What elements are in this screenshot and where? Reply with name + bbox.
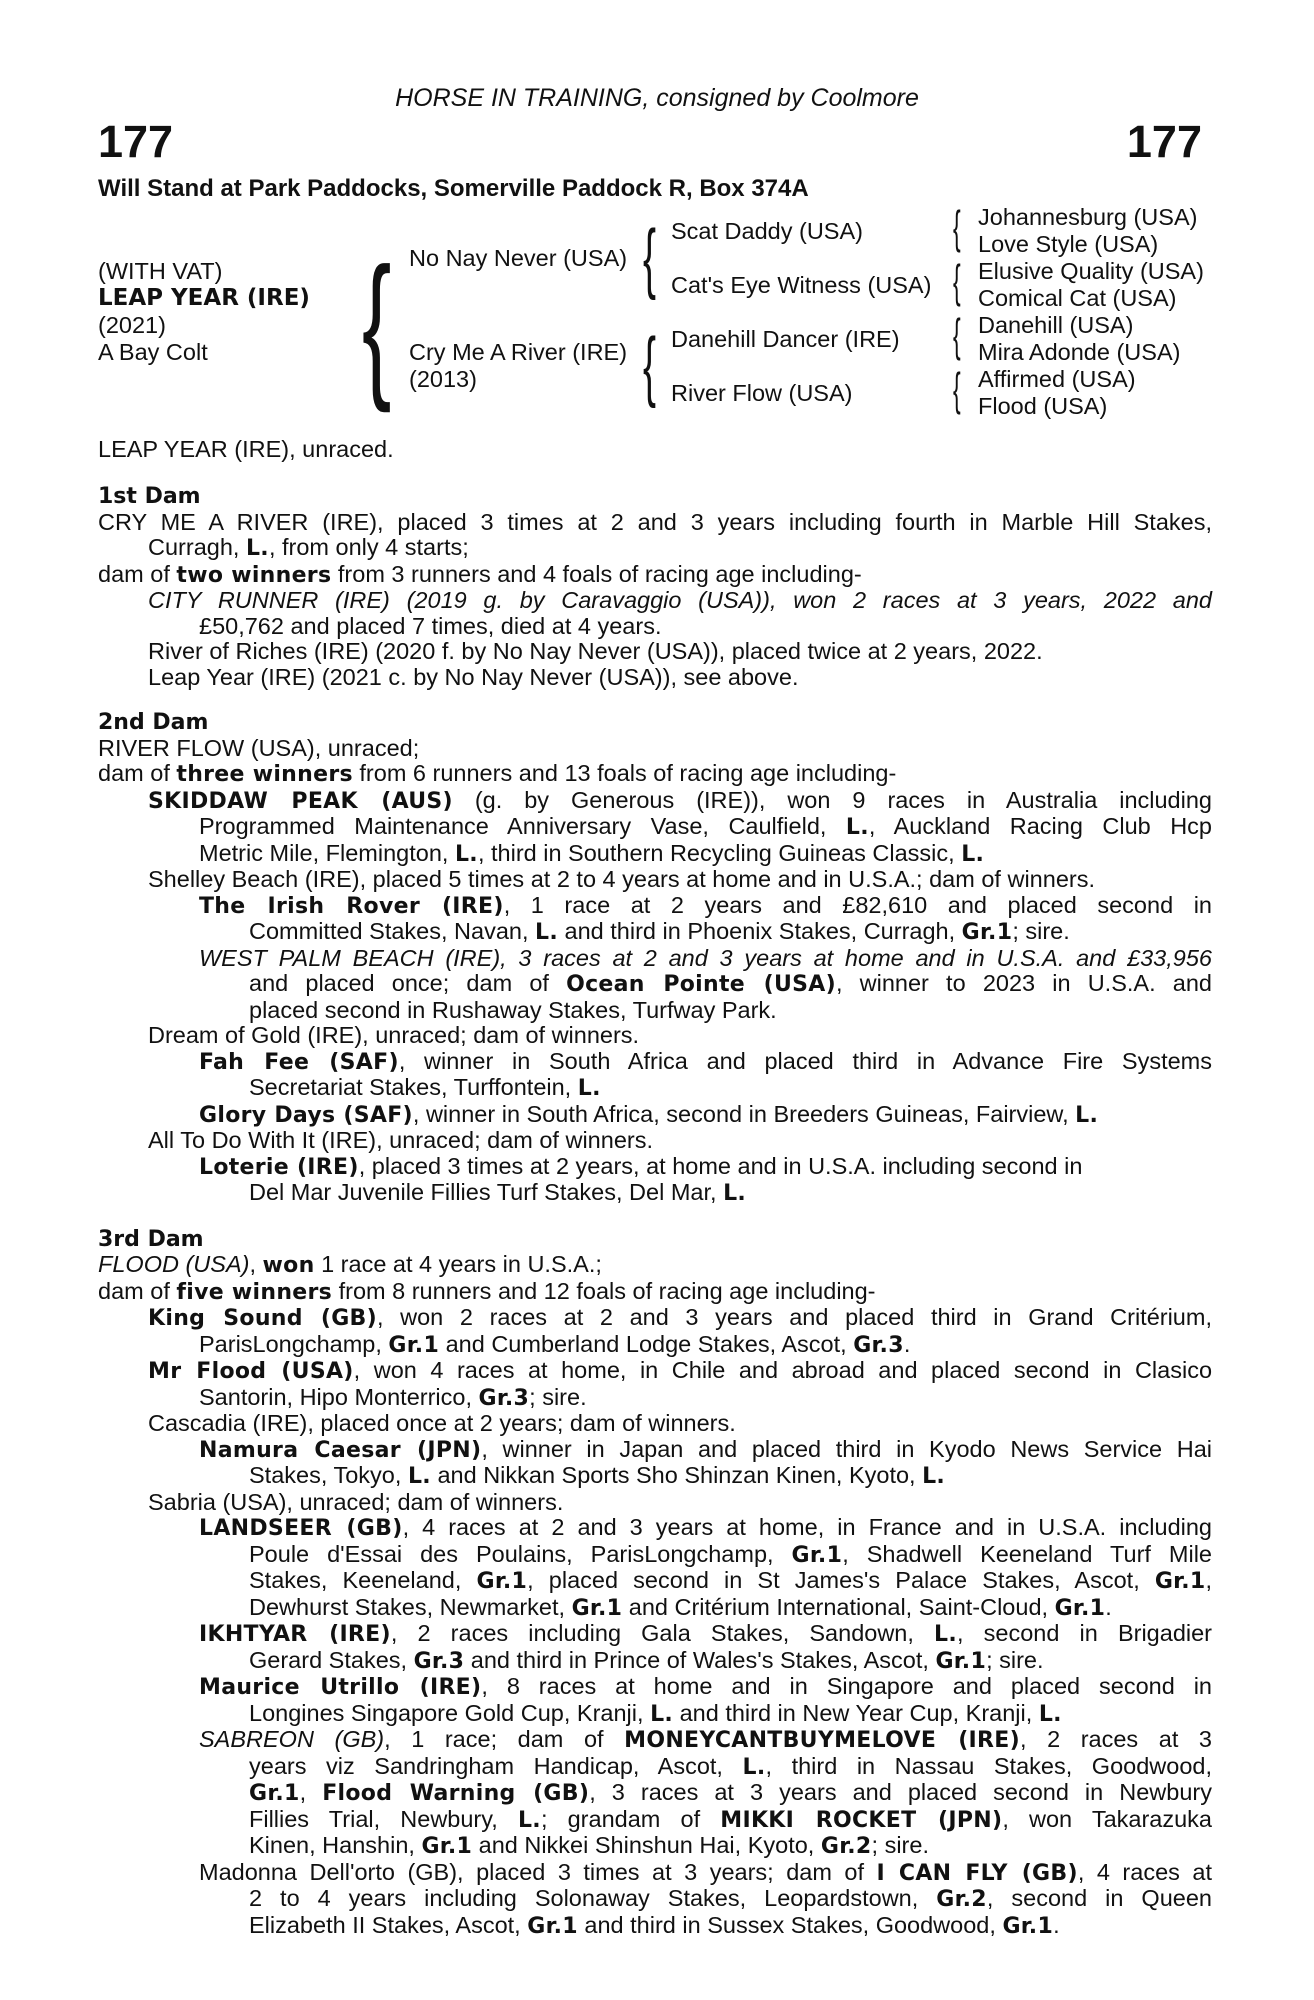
text-line: CRY ME A RIVER (IRE), placed 3 times at 2 and 3 years including fourth in Marble Hill Stakes, [98, 508, 1212, 535]
gen3-horse-2: Love Style (USA) [978, 231, 1159, 257]
horse-description: A Bay Colt [98, 339, 208, 365]
gen3-horse-4: Comical Cat (USA) [978, 285, 1177, 311]
text-line: Elizabeth II Stakes, Ascot, Gr.1 and third in Sussex Stakes, Goodwood, Gr.1. [249, 1911, 1060, 1939]
lot-number-left: 177 [98, 116, 174, 167]
text-line: Programmed Maintenance Anniversary Vase, Caulfield, L., Auckland Racing Club Hcp [199, 813, 1212, 840]
text-line: CITY RUNNER (IRE) (2019 g. by Caravaggio (USA)), won 2 races at 3 years, 2022 and [148, 587, 1212, 613]
text-line: SABREON (GB), 1 race; dam of MONEYCANTBUYMELOVE (IRE), 2 races at 3 [199, 1726, 1212, 1753]
gen3-horse-8: Flood (USA) [978, 393, 1108, 419]
text-line: and placed once; dam of Ocean Pointe (USA), winner to 2023 in U.S.A. and [249, 970, 1212, 997]
text-line: Santorin, Hipo Monterrico, Gr.3; sire. [199, 1383, 587, 1411]
lot-number-right: 177 [1126, 116, 1202, 167]
gen3-brace-2: { [953, 255, 961, 307]
gen3-brace-1: { [953, 201, 961, 253]
gen3-brace-3: { [953, 309, 961, 361]
text-line: dam of three winners from 6 runners and 13 foals of racing age including- [98, 760, 897, 787]
text-line: SKIDDAW PEAK (AUS) (g. by Generous (IRE)), won 9 races in Australia including [148, 786, 1212, 814]
gen3-horse-6: Mira Adonde (USA) [978, 339, 1181, 365]
dam-year: (2013) [409, 366, 477, 392]
text-line: Leap Year (IRE) (2021 c. by No Nay Never (USA)), see above. [148, 663, 799, 690]
gen3-horse-3: Elusive Quality (USA) [978, 258, 1204, 284]
text-line: Shelley Beach (IRE), placed 5 times at 2 to 4 years at home and in U.S.A.; dam of winners. [148, 866, 1095, 892]
text-line: Dream of Gold (IRE), unraced; dam of winners. [148, 1022, 640, 1048]
text-line: Namura Caesar (JPN), winner in Japan and placed third in Kyodo News Service Hai [199, 1435, 1212, 1463]
text-line: Dewhurst Stakes, Newmarket, Gr.1 and Critérium International, Saint-Cloud, Gr.1. [249, 1593, 1112, 1621]
dam-sire: Danehill Dancer (IRE) [671, 326, 900, 352]
text-line: The Irish Rover (IRE), 1 race at 2 years and £82,610 and placed second in [199, 891, 1212, 919]
dam-name: Cry Me A River (IRE) [409, 339, 628, 365]
text-line: £50,762 and placed 7 times, died at 4 years. [199, 612, 662, 639]
sire-brace: { [643, 213, 657, 301]
text-line: Del Mar Juvenile Fillies Turf Stakes, Del Mar, L. [249, 1179, 747, 1206]
text-line: ParisLongchamp, Gr.1 and Cumberland Lodge Stakes, Ascot, Gr.3. [199, 1330, 911, 1358]
text-line: placed second in Rushaway Stakes, Turfway Park. [249, 996, 777, 1023]
text-line: Mr Flood (USA), won 4 races at home, in Chile and abroad and placed second in Clasico [148, 1357, 1213, 1384]
text-line: Cascadia (IRE), placed once at 2 years; dam of winners. [148, 1410, 736, 1436]
sire-sire: Scat Daddy (USA) [671, 218, 863, 244]
sire-name: No Nay Never (USA) [409, 245, 628, 271]
text-line: 2 to 4 years including Solonaway Stakes, Leopardstown, Gr.2, second in Queen [249, 1885, 1212, 1912]
race-summary: LEAP YEAR (IRE), unraced. [98, 436, 394, 462]
text-line: IKHTYAR (IRE), 2 races including Gala Stakes, Sandown, L., second in Brigadier [199, 1620, 1213, 1647]
text-line: Gr.1, Flood Warning (GB), 3 races at 3 years and placed second in Newbury [249, 1779, 1212, 1806]
gen3-horse-1: Johannesburg (USA) [978, 204, 1198, 230]
dam-brace: { [643, 321, 657, 409]
gen3-horse-7: Affirmed (USA) [978, 366, 1136, 392]
section-heading: 1st Dam [98, 484, 201, 509]
text-line: King Sound (GB), won 2 races at 2 and 3 years and placed third in Grand Critérium, [148, 1304, 1212, 1331]
dam-dam: River Flow (USA) [671, 380, 853, 406]
section-heading: 3rd Dam [98, 1226, 204, 1252]
text-line: Madonna Dell'orto (GB), placed 3 times at 3 years; dam of I CAN FLY (GB), 4 races at [199, 1858, 1212, 1886]
pedigree-brace-main: { [362, 234, 392, 413]
text-line: Stakes, Keeneland, Gr.1, placed second in St James's Palace Stakes, Ascot, Gr.1, [249, 1567, 1212, 1594]
text-line: Stakes, Tokyo, L. and Nikkan Sports Sho Shinzan Kinen, Kyoto, L. [249, 1462, 946, 1489]
text-line: Glory Days (SAF), winner in South Africa, second in Breeders Guineas, Fairview, L. [199, 1100, 1099, 1128]
foaling-year: (2021) [98, 312, 166, 338]
text-line: Longines Singapore Gold Cup, Kranji, L. and third in New Year Cup, Kranji, L. [249, 1699, 1062, 1727]
sire-dam: Cat's Eye Witness (USA) [671, 272, 932, 298]
text-line: FLOOD (USA), won 1 race at 4 years in U.S.A.; [98, 1251, 602, 1278]
text-line: All To Do With It (IRE), unraced; dam of winners. [148, 1127, 653, 1153]
text-line: RIVER FLOW (USA), unraced; [98, 734, 420, 761]
gen3-horse-5: Danehill (USA) [978, 312, 1134, 338]
text-line: Maurice Utrillo (IRE), 8 races at home and in Singapore and placed second in [199, 1673, 1212, 1700]
vat-label: (WITH VAT) [98, 258, 223, 284]
text-line: Poule d'Essai des Poulains, ParisLongchamp, Gr.1, Shadwell Keeneland Turf Mile [249, 1540, 1213, 1568]
text-line: Committed Stakes, Navan, L. and third in Phoenix Stakes, Curragh, Gr.1; sire. [249, 918, 1070, 945]
text-line: Fillies Trial, Newbury, L.; grandam of MIKKI ROCKET (JPN), won Takarazuka [249, 1805, 1213, 1833]
text-line: Gerard Stakes, Gr.3 and third in Prince of Wales's Stakes, Ascot, Gr.1; sire. [249, 1646, 1044, 1674]
text-line: Curragh, L., from only 4 starts; [148, 534, 469, 561]
text-line: Secretariat Stakes, Turffontein, L. [249, 1074, 601, 1101]
section-heading: 2nd Dam [98, 710, 209, 735]
text-line: River of Riches (IRE) (2020 f. by No Nay Never (USA)), placed twice at 2 years, 2022. [148, 638, 1043, 664]
gen3-brace-4: { [953, 363, 961, 415]
text-line: dam of five winners from 8 runners and 12 foals of racing age including- [98, 1277, 876, 1305]
text-line: Fah Fee (SAF), winner in South Africa and placed third in Advance Fire Systems [199, 1047, 1212, 1075]
stand-location: Will Stand at Park Paddocks, Somerville Paddock R, Box 374A [98, 175, 809, 202]
family-text [98, 484, 1212, 1939]
text-line: WEST PALM BEACH (IRE), 3 races at 2 and 3 years at home and in U.S.A. and £33,956 [199, 944, 1212, 971]
text-line: Loterie (IRE), placed 3 times at 2 years, at home and in U.S.A. including second in [199, 1152, 1083, 1180]
text-line: Kinen, Hanshin, Gr.1 and Nikkei Shinshun Hai, Kyoto, Gr.2; sire. [249, 1832, 929, 1859]
text-line: Metric Mile, Flemington, L., third in Southern Recycling Guineas Classic, L. [199, 839, 985, 867]
text-line: LANDSEER (GB), 4 races at 2 and 3 years at home, in France and in U.S.A. including [199, 1514, 1212, 1541]
catalogue-header: HORSE IN TRAINING, consigned by Coolmore [395, 84, 919, 112]
horse-name: LEAP YEAR (IRE) [98, 285, 310, 311]
text-line: Sabria (USA), unraced; dam of winners. [148, 1488, 564, 1515]
text-line: years viz Sandringham Handicap, Ascot, L., third in Nassau Stakes, Goodwood, [249, 1752, 1212, 1780]
text-line: dam of two winners from 3 runners and 4 foals of racing age including- [98, 560, 862, 588]
